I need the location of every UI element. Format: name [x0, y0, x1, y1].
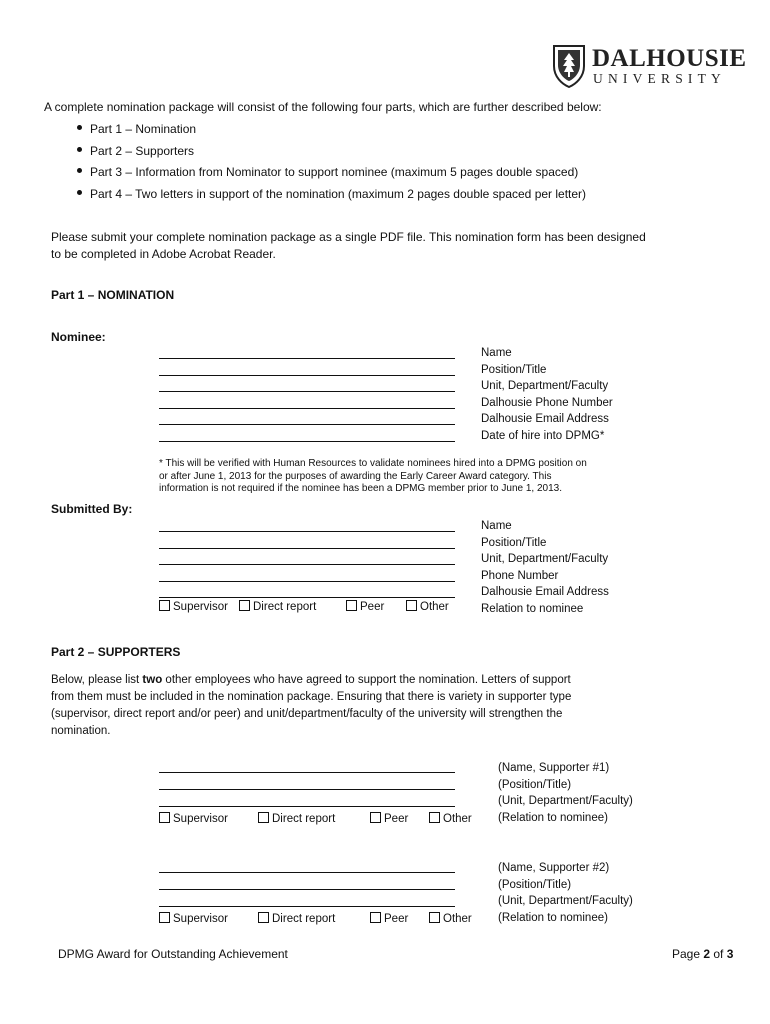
field-label: Date of hire into DPMG*: [481, 429, 605, 442]
footer-title: DPMG Award for Outstanding Achievement: [58, 947, 288, 961]
field-label: (Unit, Department/Faculty): [498, 795, 633, 808]
bullet-dot-icon: [77, 125, 82, 130]
checkbox-icon: [159, 912, 170, 923]
field-label: Dalhousie Phone Number: [481, 396, 613, 409]
checkbox-icon: [346, 600, 357, 611]
nominee-hire-date-field[interactable]: [159, 441, 455, 442]
bullet-dot-icon: [77, 168, 82, 173]
field-label: Unit, Department/Faculty: [481, 380, 609, 393]
field-label: Position/Title: [481, 536, 547, 549]
supporter1-direct-report-checkbox[interactable]: Direct report: [258, 813, 335, 825]
supporter1-position-field[interactable]: [159, 789, 455, 790]
supporter1-unit-field[interactable]: [159, 806, 455, 807]
submit-note-line1: Please submit your complete nomination package as a single PDF file. This nomination form has been designed: [51, 230, 646, 244]
checkbox-icon: [239, 600, 250, 611]
field-label: Position/Title: [481, 363, 547, 376]
submitter-phone-field[interactable]: [159, 581, 455, 582]
field-label: Dalhousie Email Address: [481, 586, 609, 599]
checkbox-icon: [429, 912, 440, 923]
supporter2-peer-checkbox[interactable]: Peer: [370, 913, 408, 925]
supporter1-field-labels: [498, 760, 633, 826]
submit-note-line2: to be completed in Adobe Acrobat Reader.: [51, 247, 276, 261]
submitter-name-field[interactable]: [159, 531, 455, 532]
checkbox-icon: [159, 600, 170, 611]
nominee-phone-field[interactable]: [159, 408, 455, 409]
checkbox-icon: [406, 600, 417, 611]
field-label: (Position/Title): [498, 878, 572, 891]
nominee-email-field[interactable]: [159, 424, 455, 425]
submitter-field-labels: [481, 518, 609, 618]
checkbox-icon: [258, 812, 269, 823]
intro-text: A complete nomination package will consist of the following four parts, which are further described below:: [44, 100, 602, 114]
logo-wordmark-line1: DALHOUSIE: [592, 45, 747, 72]
field-label: (Relation to nominee): [498, 911, 608, 924]
bullet-item: Part 2 – Supporters: [77, 144, 194, 158]
bullet-dot-icon: [77, 190, 82, 195]
field-label: Dalhousie Email Address: [481, 413, 609, 426]
submitter-email-field[interactable]: [159, 597, 455, 598]
checkbox-icon: [159, 812, 170, 823]
checkbox-icon: [370, 912, 381, 923]
bullet-item: Part 1 – Nomination: [77, 122, 196, 136]
nominee-field-labels: [481, 345, 613, 445]
submitter-position-field[interactable]: [159, 548, 455, 549]
field-label: Name: [481, 347, 512, 359]
submitter-peer-checkbox[interactable]: Peer: [346, 601, 384, 613]
field-label: Phone Number: [481, 569, 559, 582]
submitter-supervisor-checkbox[interactable]: Supervisor: [159, 601, 228, 613]
field-label: Unit, Department/Faculty: [481, 553, 609, 566]
checkbox-icon: [370, 812, 381, 823]
supporter2-field-labels: [498, 860, 633, 926]
supporter2-name-field[interactable]: [159, 872, 455, 873]
field-label: Name: [481, 520, 512, 532]
supporter2-position-field[interactable]: [159, 889, 455, 890]
supporters-instructions: Below, please list two other employees who have agreed to support the nomination. Letters of support from them must be included in the nomination package. Ensuring that there is variety in supporter type (supervisor, direct report and/or peer) and unit/department/faculty of the university will strengthen the nomination.: [51, 674, 572, 737]
supporter2-unit-field[interactable]: [159, 906, 455, 907]
bullet-item: Part 3 – Information from Nominator to support nominee (maximum 5 pages double spaced): [77, 165, 578, 179]
supporter1-peer-checkbox[interactable]: Peer: [370, 813, 408, 825]
hire-date-footnote: * This will be verified with Human Resources to validate nominees hired into a DPMG position on or after June 1, 2013 for the purposes of awarding the Early Career Award category. This information is not required if the nominee has been a DPMG member prior to June 1, 2013.: [159, 458, 587, 495]
page-number: Page 2 of 3: [672, 947, 734, 961]
submitter-other-checkbox[interactable]: Other: [406, 601, 449, 613]
supporter2-direct-report-checkbox[interactable]: Direct report: [258, 913, 335, 925]
dalhousie-crest-icon: [552, 44, 586, 88]
supporter2-supervisor-checkbox[interactable]: Supervisor: [159, 913, 228, 925]
nominee-name-field[interactable]: [159, 358, 455, 359]
field-label: (Unit, Department/Faculty): [498, 895, 633, 908]
nominee-position-field[interactable]: [159, 375, 455, 376]
supporter1-name-field[interactable]: [159, 772, 455, 773]
checkbox-icon: [258, 912, 269, 923]
field-label: Relation to nominee: [481, 602, 584, 615]
submitted-by-label: Submitted By:: [51, 502, 133, 516]
checkbox-icon: [429, 812, 440, 823]
supporter1-other-checkbox[interactable]: Other: [429, 813, 472, 825]
field-label: (Position/Title): [498, 778, 572, 791]
part2-heading: Part 2 – SUPPORTERS: [51, 645, 181, 659]
bullet-item: Part 4 – Two letters in support of the nomination (maximum 2 pages double spaced per letter): [77, 187, 586, 201]
bullet-dot-icon: [77, 147, 82, 152]
submitter-unit-field[interactable]: [159, 564, 455, 565]
nominee-unit-field[interactable]: [159, 391, 455, 392]
field-label: (Name, Supporter #2): [498, 862, 610, 874]
supporter2-other-checkbox[interactable]: Other: [429, 913, 472, 925]
nominee-label: Nominee:: [51, 330, 106, 344]
logo-wordmark-line2: UNIVERSITY: [593, 71, 726, 86]
supporter1-supervisor-checkbox[interactable]: Supervisor: [159, 813, 228, 825]
part1-heading: Part 1 – NOMINATION: [51, 288, 175, 302]
dalhousie-logo: [552, 44, 747, 90]
submitter-direct-report-checkbox[interactable]: Direct report: [239, 601, 316, 613]
field-label: (Relation to nominee): [498, 811, 608, 824]
field-label: (Name, Supporter #1): [498, 762, 610, 774]
